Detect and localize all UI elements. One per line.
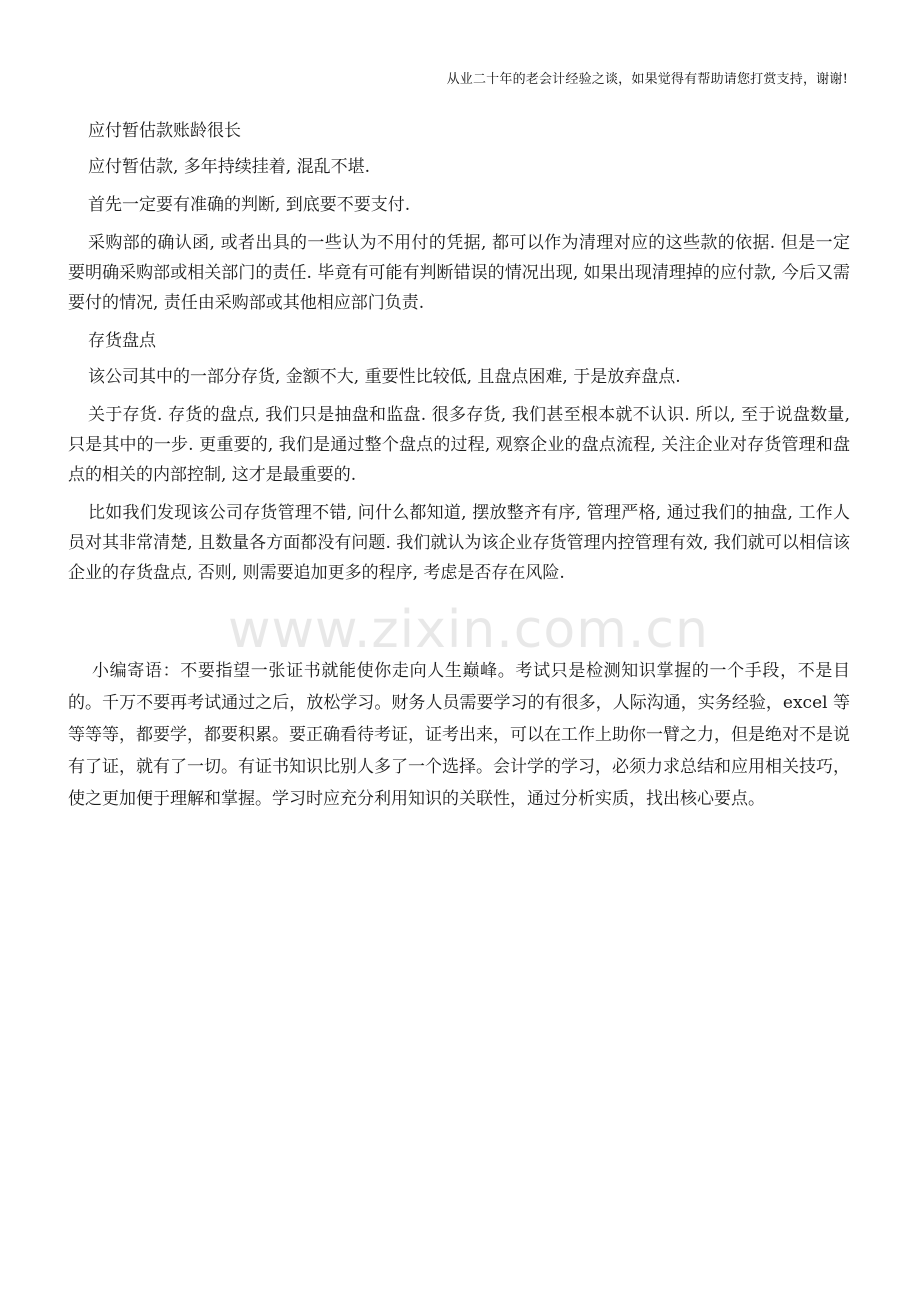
header-note: 从业二十年的老会计经验之谈，如果觉得有帮助请您打赏支持，谢谢! [446,72,848,87]
paragraph: 关于存货. 存货的盘点, 我们只是抽盘和监盘. 很多存货, 我们甚至根本就不认识. 所以, 至于说盘数量, 只是其中的一步. 更重要的, 我们是通过整个盘点的过程, 观察企业的盘点流程, 关注企业对存货管理和盘点的相关的内部控制, 这才是最重要的. [68,405,850,485]
section-heading-inventory: 存货盘点 [88,331,156,351]
paragraph: 首先一定要有准确的判断, 到底要不要支付. [88,195,411,215]
closing-note: 小编寄语：不要指望一张证书就能使你走向人生巅峰。考试只是检测知识掌握的一个手段，不是目的。千万不要再考试通过之后，放松学习。财务人员需要学习的有很多，人际沟通，实务经验，excel 等等等等，都要学，都要积累。要正确看待考证，证考出来，可以在工作上助你一臂之力，但是绝对不是说有了证，就有了一切。有证书知识比别人多了一个选择。会计学的学习，必须力求总结和应用相关技巧，使之更加便于理解和掌握。学习时应充分利用知识的关联性，通过分析实质，找出核心要点。 [68,661,850,809]
watermark: www.zixin.com.cn [228,600,709,660]
paragraph: 该公司其中的一部分存货, 金额不大, 重要性比较低, 且盘点困难, 于是放弃盘点. [88,367,681,387]
section-heading-payables: 应付暂估款账龄很长 [88,121,241,141]
paragraph: 应付暂估款, 多年持续挂着, 混乱不堪. [88,157,371,177]
article-body [68,116,850,596]
paragraph: 采购部的确认函, 或者出具的一些认为不用付的凭据, 都可以作为清理对应的这些款的依据. 但是一定要明确采购部或相关部门的责任. 毕竟有可能有判断错误的情况出现, 如果出现清理掉的应付款, 今后又需要付的情况, 责任由采购部或其他相应部门负责. [68,233,850,313]
paragraph: 比如我们发现该公司存货管理不错, 问什么都知道, 摆放整齐有序, 管理严格, 通过我们的抽盘, 工作人员对其非常清楚, 且数量各方面都没有问题. 我们就认为该企业存货管理内控管理有效, 我们就可以相信该企业的存货盘点, 否则, 则需要追加更多的程序, 考虑是否存在风险. [68,503,850,583]
